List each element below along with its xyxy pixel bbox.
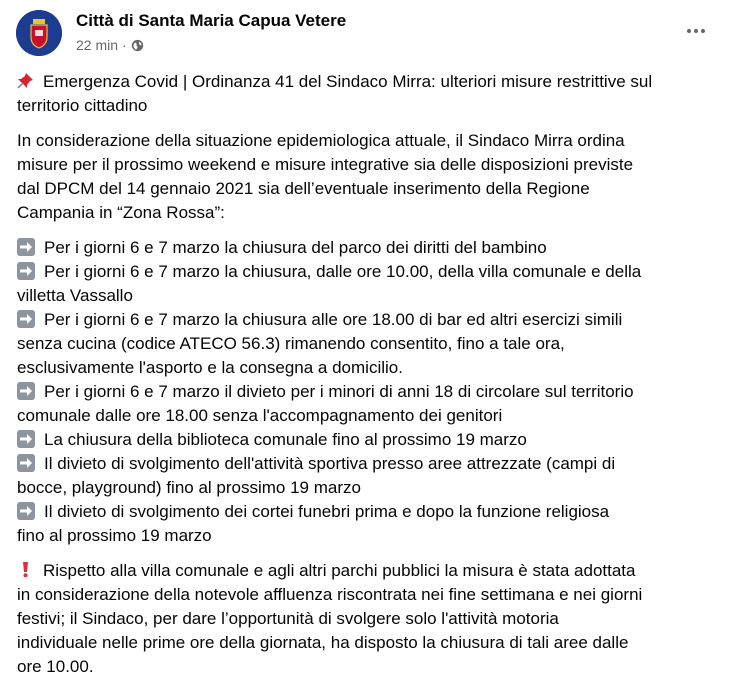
measure-text: La chiusura della biblioteca comunale fino al prossimo 19 marzo <box>44 430 527 449</box>
note-text: Rispetto alla villa comunale e agli altri parchi pubblici la misura è stata adottata <box>43 561 636 580</box>
measure-continuation: fino al prossimo 19 marzo <box>17 526 212 545</box>
measure-text: Per i giorni 6 e 7 marzo la chiusura, dalle ore 10.00, della villa comunale e della <box>44 262 642 281</box>
note-line: festivi; il Sindaco, per dare l’opportunità di svolgere solo l'attività motoria <box>17 609 559 628</box>
post-body <box>17 70 717 690</box>
right-arrow-icon <box>17 502 35 520</box>
measures-list <box>17 236 717 548</box>
post-timestamp[interactable]: 22 min <box>76 37 119 53</box>
exclamation-icon <box>17 561 34 578</box>
right-arrow-icon <box>17 382 35 400</box>
measure-continuation: villetta Vassallo <box>17 286 133 305</box>
more-options-icon <box>687 29 691 33</box>
measure-item <box>17 500 717 524</box>
note-line: individuale nelle prime ore della giornata, ha disposto la chiusura di tali aree dalle <box>17 633 629 652</box>
measure-item <box>17 308 717 332</box>
right-arrow-icon <box>17 454 35 472</box>
note-line: ore 10.00. <box>17 657 94 676</box>
intro-line: In considerazione della situazione epidemiologica attuale, il Sindaco Mirra ordina <box>17 131 625 150</box>
note-line: in considerazione della notevole affluenza riscontrata nei fine settimana e nei giorni <box>17 585 643 604</box>
intro-line: Campania in “Zona Rossa”: <box>17 203 225 222</box>
right-arrow-icon <box>17 262 35 280</box>
right-arrow-icon <box>17 310 35 328</box>
post-header <box>16 10 715 56</box>
intro-paragraph <box>17 129 717 225</box>
measure-item <box>17 260 717 284</box>
measure-item <box>17 428 717 452</box>
note-paragraph <box>17 559 717 679</box>
title-line: territorio cittadino <box>17 96 148 115</box>
right-arrow-icon <box>17 430 35 448</box>
intro-line: misure per il prossimo weekend e misure integrative sia delle disposizioni previste <box>17 155 634 174</box>
post-meta <box>76 37 144 53</box>
globe-icon[interactable] <box>131 39 144 52</box>
meta-separator: · <box>122 37 127 53</box>
more-options-dot <box>701 29 705 33</box>
pushpin-icon <box>17 72 34 89</box>
measure-text: Per i giorni 6 e 7 marzo il divieto per i minori di anni 18 di circolare sul territorio <box>44 382 634 401</box>
measure-continuation: comunale dalle ore 18.00 senza l'accompagnamento dei genitori <box>17 406 503 425</box>
page-avatar[interactable] <box>16 10 62 56</box>
measure-text: Il divieto di svolgimento dell'attività sportiva presso aree attrezzate (campi di <box>44 454 616 473</box>
more-options-button[interactable] <box>681 16 711 46</box>
page-name-link[interactable]: Città di Santa Maria Capua Vetere <box>76 11 347 30</box>
title-line <box>17 70 717 94</box>
title-text: Emergenza Covid | Ordinanza 41 del Sindaco Mirra: ulteriori misure restrittive sul <box>43 72 653 91</box>
right-arrow-icon <box>17 238 35 256</box>
measure-continuation: bocce, playground) fino al prossimo 19 marzo <box>17 478 361 497</box>
coat-of-arms-icon <box>16 10 62 56</box>
intro-line: dal DPCM del 14 gennaio 2021 sia dell’eventuale inserimento della Regione <box>17 179 590 198</box>
measure-continuation: esclusivamente l'asporto e la consegna a domicilio. <box>17 358 403 377</box>
measure-text: Per i giorni 6 e 7 marzo la chiusura del parco dei diritti del bambino <box>44 238 547 257</box>
post-title <box>17 70 717 118</box>
measure-item <box>17 452 717 476</box>
measure-item <box>17 236 717 260</box>
measure-continuation: senza cucina (codice ATECO 56.3) rimanendo consentito, fino a tale ora, <box>17 334 565 353</box>
measure-text: Per i giorni 6 e 7 marzo la chiusura alle ore 18.00 di bar ed altri esercizi simili <box>44 310 623 329</box>
more-options-dot <box>694 29 698 33</box>
measure-text: Il divieto di svolgimento dei cortei funebri prima e dopo la funzione religiosa <box>44 502 610 521</box>
note-line <box>17 559 717 583</box>
measure-item <box>17 380 717 404</box>
